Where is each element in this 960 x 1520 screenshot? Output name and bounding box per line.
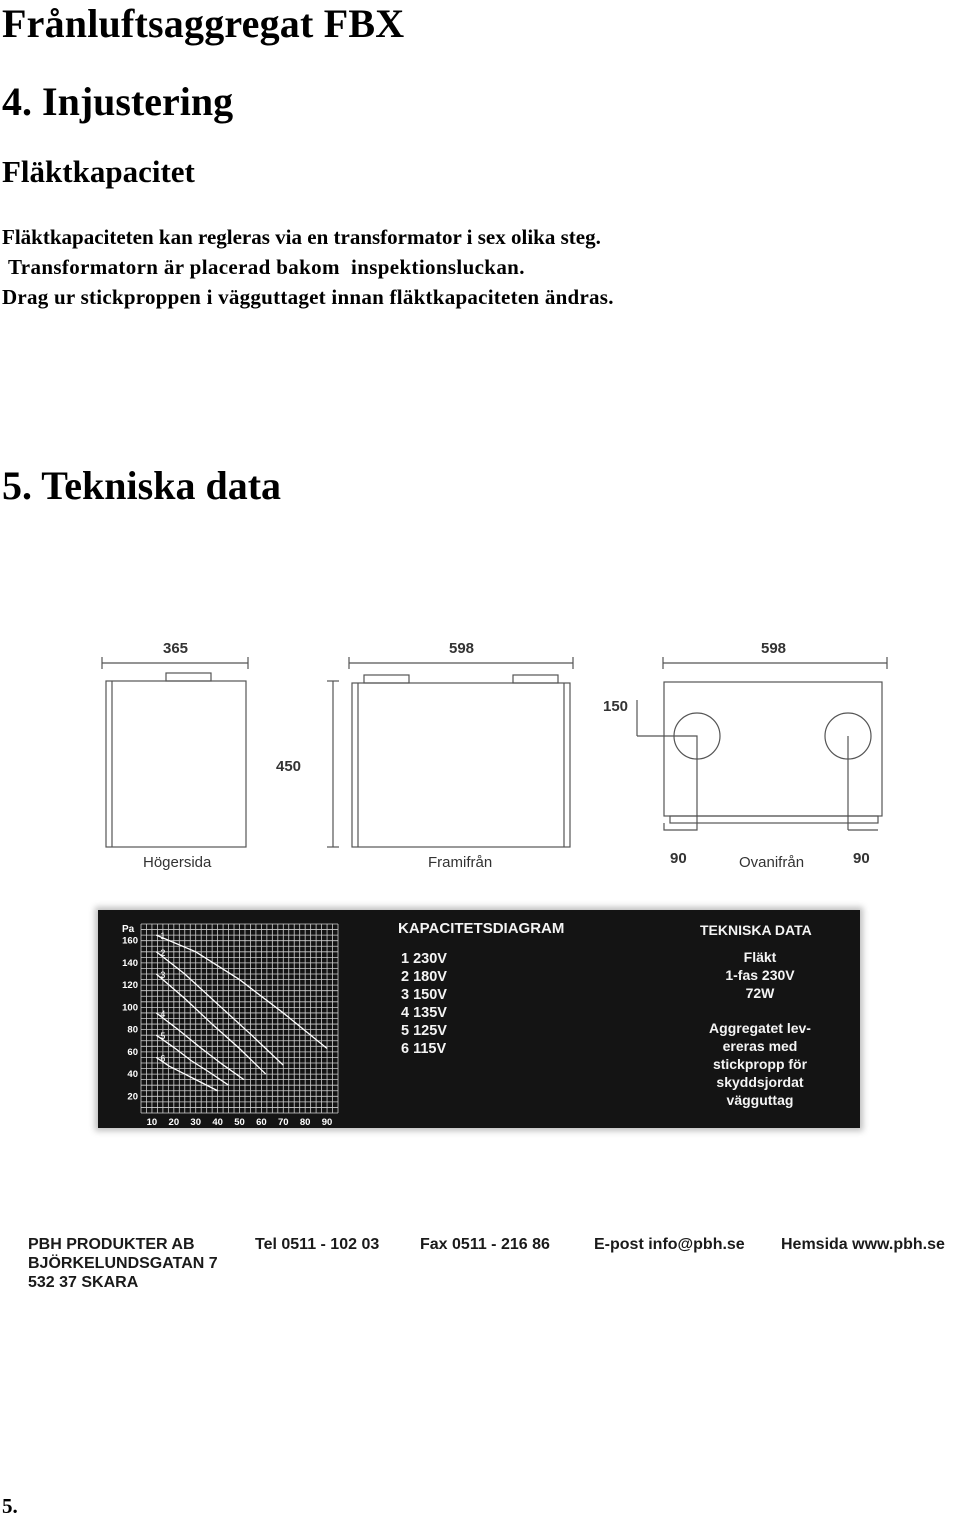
caption-top-view: Ovanifrån xyxy=(739,854,805,871)
delivery-note xyxy=(690,1019,830,1109)
voltage-step: 3 150V xyxy=(401,987,447,1003)
paragraph-line-3: Drag ur stickproppen i vägguttaget innan fläktkapaciteten ändras. xyxy=(2,285,614,309)
paragraph-line-2: Transformatorn är placerad bakom inspektionsluckan. xyxy=(8,255,525,279)
dim-side-width: 365 xyxy=(163,640,189,657)
voltage-step-list xyxy=(401,950,447,1058)
fan-spec xyxy=(690,948,830,1002)
fan-curve-label: 3 xyxy=(160,970,166,981)
voltage-step: 6 115V xyxy=(401,1041,447,1057)
dim-left-inset: 90 xyxy=(670,850,687,867)
footer-street: BJÖRKELUNDSGATAN 7 xyxy=(28,1255,218,1272)
x-tick-label: 80 xyxy=(299,1117,311,1128)
footer-city: 532 37 SKARA xyxy=(28,1274,139,1291)
dim-outlet-offset: 150 xyxy=(603,698,629,715)
delivery-note-line: vägguttag xyxy=(726,1092,794,1108)
footer-website[interactable]: Hemsida www.pbh.se xyxy=(781,1236,945,1253)
y-tick-label: 100 xyxy=(122,1002,138,1014)
fan-spec-line: 72W xyxy=(745,985,775,1001)
y-axis-label: Pa xyxy=(122,924,135,935)
y-tick-label: 160 xyxy=(122,935,138,947)
caption-front-view: Framifrån xyxy=(428,854,493,871)
fan-curve-label: 2 xyxy=(160,947,166,958)
fan-curve-label: 6 xyxy=(160,1053,166,1064)
x-tick-label: 10 xyxy=(146,1117,158,1128)
x-tick-label: 30 xyxy=(190,1117,202,1128)
voltage-step: 1 230V xyxy=(401,951,447,967)
fan-curve-label: 1 xyxy=(160,931,166,942)
tech-title: TEKNISKA DATA xyxy=(700,922,812,938)
y-tick-label: 80 xyxy=(127,1024,138,1036)
voltage-step: 4 135V xyxy=(401,1005,447,1021)
voltage-step: 2 180V xyxy=(401,969,447,985)
y-tick-label: 20 xyxy=(127,1091,138,1103)
fan-spec-line: Fläkt xyxy=(743,949,777,965)
y-tick-label: 60 xyxy=(127,1046,138,1058)
x-tick-label: 60 xyxy=(256,1117,267,1128)
dim-right-inset: 90 xyxy=(853,850,870,867)
paragraph-line-1: Fläktkapaciteten kan regleras via en transformator i sex olika steg. xyxy=(2,225,601,249)
dim-front-width: 598 xyxy=(449,640,475,657)
x-tick-label: 70 xyxy=(277,1117,289,1128)
delivery-note-line: Aggregatet lev- xyxy=(709,1020,811,1036)
footer-fax: Fax 0511 - 216 86 xyxy=(420,1236,550,1253)
section-heading-tekniska-data: 5. Tekniska data xyxy=(2,463,282,508)
delivery-note-line: ereras med xyxy=(722,1038,798,1054)
footer-company: PBH PRODUKTER AB xyxy=(28,1236,195,1253)
rating-panel xyxy=(98,910,860,1128)
capacity-chart xyxy=(98,910,348,1128)
subheading-flaktkapacitet: Fläktkapacitet xyxy=(2,154,195,189)
fan-spec-line: 1-fas 230V xyxy=(725,967,795,983)
dim-height: 450 xyxy=(276,758,302,775)
footer-phone: Tel 0511 - 102 03 xyxy=(255,1236,380,1253)
y-tick-label: 40 xyxy=(127,1069,138,1081)
delivery-note-line: stickpropp för xyxy=(712,1056,808,1072)
fan-curve-label: 5 xyxy=(160,1031,166,1042)
footer-email[interactable]: E-post info@pbh.se xyxy=(594,1236,745,1253)
delivery-note-line: skyddsjordat xyxy=(716,1074,804,1090)
y-tick-label: 120 xyxy=(122,980,138,992)
caption-side-view: Högersida xyxy=(143,854,212,871)
document-title: Frånluftsaggregat FBX xyxy=(2,1,405,46)
x-tick-label: 90 xyxy=(321,1117,333,1128)
company-footer xyxy=(28,1236,958,1296)
dim-top-width: 598 xyxy=(761,640,787,657)
x-tick-label: 40 xyxy=(212,1117,223,1128)
dimension-drawing xyxy=(0,630,960,880)
voltage-step: 5 125V xyxy=(401,1023,447,1039)
fan-curve-label: 4 xyxy=(160,1008,166,1019)
x-tick-label: 50 xyxy=(234,1117,245,1128)
page-number: 5. xyxy=(2,1494,18,1518)
chart-title: KAPACITETSDIAGRAM xyxy=(398,920,565,937)
section-heading-injustering: 4. Injustering xyxy=(2,79,234,124)
y-tick-label: 140 xyxy=(122,957,138,969)
x-tick-label: 20 xyxy=(168,1117,180,1128)
